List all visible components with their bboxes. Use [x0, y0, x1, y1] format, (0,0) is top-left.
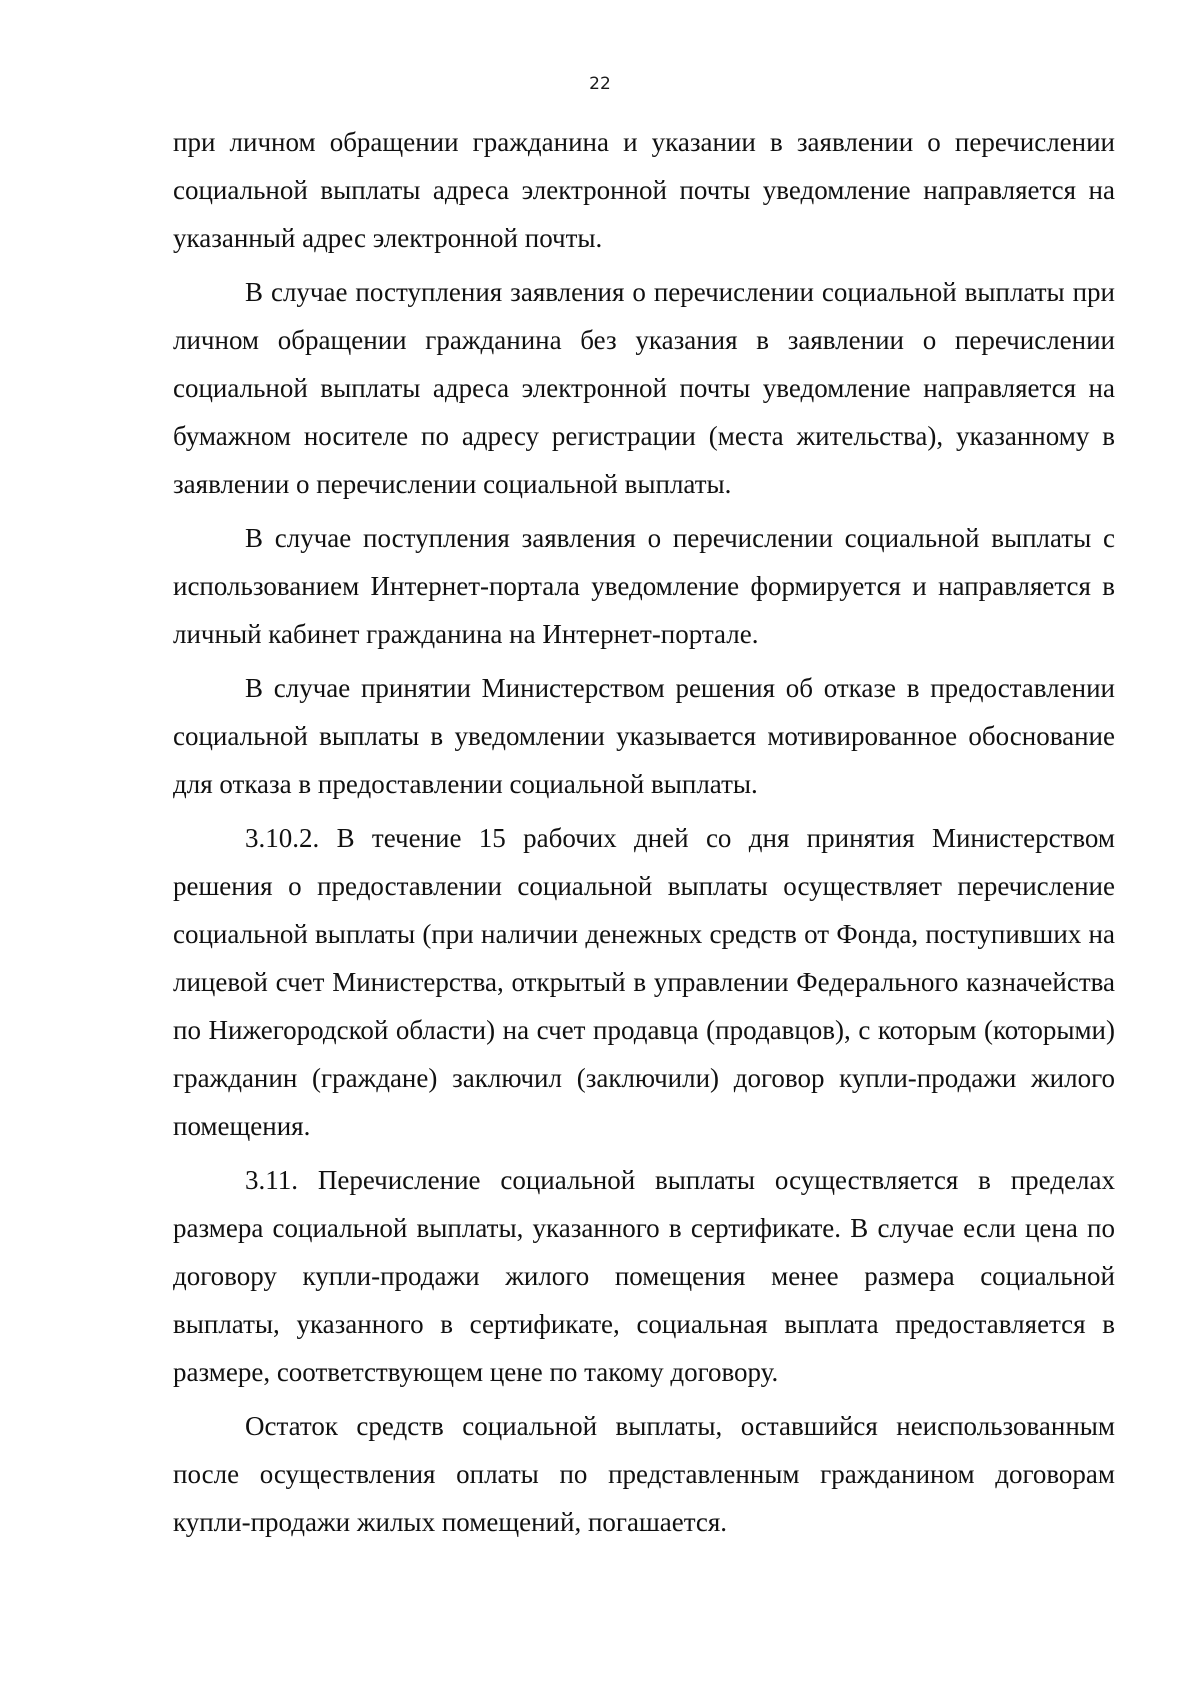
paragraph-refusal-notice: В случае принятии Министерством решения об отказе в предоставлении социальной выплаты в уведомлении указывается мотивированное обоснование для отказа в предоставлении социальной выплаты.	[173, 673, 1115, 799]
paragraph-3-11: 3.11. Перечисление социальной выплаты осуществляется в пределах размера социальной выплаты, указанного в сертификате. В случае если цена по договору купли-продажи жилого помещения менее размера социальной выплаты, указанного в сертификате, социальная выплата предоставляется в размере, соответствующем цене по такому договору.	[173, 1165, 1115, 1387]
paragraph-internet-portal-notice: В случае поступления заявления о перечислении социальной выплаты с использованием Интернет-портала уведомление формируется и направляется в личный кабинет гражданина на Интернет-портале.	[173, 523, 1115, 649]
paragraph-paper-notice: В случае поступления заявления о перечислении социальной выплаты при личном обращении гражданина без указания в заявлении о перечислении социальной выплаты адреса электронной почты уведомление направляется на бумажном носителе по адресу регистрации (места жительства), указанному в заявлении о перечислении социальной выплаты.	[173, 277, 1115, 499]
paragraph-3-10-2: 3.10.2. В течение 15 рабочих дней со дня принятия Министерством решения о предоставлении социальной выплаты осуществляет перечисление социальной выплаты (при наличии денежных средств от Фонда, поступивших на лицевой счет Министерства, открытый в управлении Федерального казначейства по Нижегородской области) на счет продавца (продавцов), с которым (которыми) гражданин (граждане) заключил (заключили) договор купли-продажи жилого помещения.	[173, 823, 1115, 1141]
page-number: 22	[589, 74, 611, 94]
paragraph-remaining-funds: Остаток средств социальной выплаты, оставшийся неиспользованным после осуществления оплаты по представленным гражданином договорам купли-продажи жилых помещений, погашается.	[173, 1411, 1115, 1537]
paragraph-continuation: при личном обращении гражданина и указании в заявлении о перечислении социальной выплаты адреса электронной почты уведомление направляется на указанный адрес электронной почты.	[173, 127, 1115, 253]
document-body	[173, 118, 1115, 1552]
